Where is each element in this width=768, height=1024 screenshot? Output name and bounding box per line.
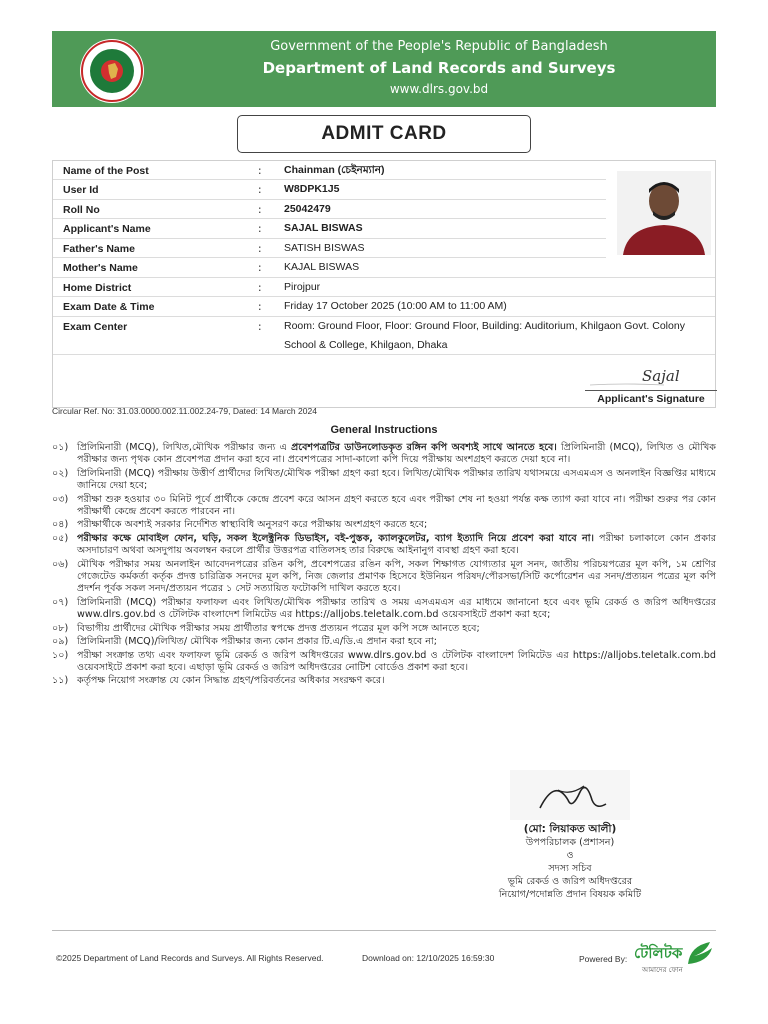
detail-label: Applicant's Name [63,223,151,235]
instruction-item [52,675,716,687]
detail-colon: : [258,321,262,333]
detail-label: User Id [63,184,99,196]
teletalk-brand-name: টেলিটক [634,944,683,962]
header-text [162,37,716,99]
instruction-text: কর্তৃপক্ষ নিয়োগ সংক্রান্ত যে কোন সিদ্ধান্ত গ্রহণ/পরিবর্তনের অধিকার সংরক্ষণ করে। [77,675,385,687]
detail-label: Name of the Post [63,165,149,177]
department-website: www.dlrs.gov.bd [389,82,489,96]
government-seal-logo [80,39,144,103]
signer-designation-2: সদস্য সচিব [548,863,592,874]
authority-signature-block [440,770,700,901]
instruction-item [52,623,716,635]
instruction-number: ০৩) [52,493,69,505]
instruction-item [52,559,716,596]
instruction-number: ০১) [52,442,69,453]
instruction-number: ০৫) [52,532,69,544]
detail-value: 25042479 [284,203,331,215]
applicant-signature-label: Applicant's Signature [585,390,717,408]
detail-colon: : [258,223,262,235]
signer-conjunction: ও [566,850,574,861]
teletalk-logo [634,938,718,978]
instruction-item [52,533,716,558]
detail-colon: : [258,165,262,177]
detail-label: Roll No [63,204,100,216]
detail-colon: : [258,204,262,216]
header-banner [52,31,716,107]
instruction-number: ০৭) [52,596,69,608]
authority-signature-image [510,770,630,820]
detail-colon: : [258,301,262,313]
instruction-text: পরীক্ষার্থীকে অবশ্যই সরকার নির্দেশিত স্বাস্থ্যবিধি অনুসরণ করে পরীক্ষায় অংশগ্রহণ করতে হবে; [77,519,428,531]
signer-office: ভূমি রেকর্ড ও জরিপ অধিদপ্তরের [507,876,633,887]
instruction-item [52,636,716,648]
detail-colon: : [258,282,262,294]
detail-row-applicant-name [53,219,606,239]
government-name: Government of the People's Republic of Bangladesh [270,39,608,54]
detail-label: Home District [63,282,132,294]
detail-row-home-district [53,278,715,297]
department-name: Department of Land Records and Surveys [262,59,616,77]
detail-label: Exam Center [63,321,128,333]
detail-label: Mother's Name [63,262,138,274]
instruction-text: প্রিলিমিনারী (MCQ)/লিখিত/ মৌখিক পরীক্ষার জন্য কোন প্রকার টি.এ/ডি.এ প্রদান করা হবে না; [77,636,437,648]
instruction-item [52,494,716,519]
teletalk-leaf-icon [684,938,716,968]
footer-powered-by: Powered By: [579,954,628,964]
instruction-number: ১১) [52,675,69,687]
signer-committee: নিয়োগ/পদোন্নতি প্রদান বিষয়ক কমিটি [498,889,642,900]
detail-row-roll-no [53,200,606,219]
instruction-number: ০৪) [52,519,69,531]
detail-colon: : [258,243,262,255]
detail-row-exam-date-time [53,297,715,317]
instruction-text: মৌখিক পরীক্ষার সময় অনলাইন আবেদনপত্রের রঙিন কপি, প্রবেশপত্রের রঙিন কপি, সকল শিক্ষাগত যোগ্যতার মূল সনদ, জাতীয় পরিচয়পত্রের মূল কপি, ১ম শ্রেণির গেজেটেড কর্মকর্তা কর্তৃক প্রদত্ত চারিত্রিক সনদের মূল কপি, নিজ জেলার প্রমাণক হিসেবে ইউনিয়ন পরিষদ/পৌরসভা/সিটি কর্পোরেশন এর সনদ/প্রত্যয়ন পত্রের মূল কপি প্রদর্শন পূর্বক সকল সনদ/প্রত্যয়ন পত্রের ১ সেট সত্যায়িত ফটোকপি দাখিল করতে হবে। [77,558,716,595]
detail-value: W8DPK1J5 [284,183,340,195]
instruction-text: প্রিলিমিনারী (MCQ) পরীক্ষার ফলাফল এবং লিখিত/মৌখিক পরীক্ষার তারিখ ও সময় এসএমএস এর মাধ্যমে জানানো হবে এবং ভূমি রেকর্ড ও জরিপ অধিদপ্তরের www.dlrs.gov.bd ও টেলিটক বাংলাদেশ লিমিটেড এর https://alljobs.teletalk.com.bd ওয়েবসাইটে প্রকাশ করা হবে; [77,596,716,621]
signature-text: Sajal [642,367,680,385]
detail-label: Exam Date & Time [63,301,155,313]
instruction-text: প্রিলিমিনারী (MCQ), লিখিত,মৌখিক পরীক্ষার জন্য এ প্রবেশপত্রটির ডাউনলোডকৃত রঙ্গিন কপি অবশ্যই সাথে আনতে হবে। প্রিলিমিনারী (MCQ), লিখিত ও মৌখিক পরীক্ষার জন্য পৃথক কোন প্রবেশপত্র প্রদান করা হবে না। প্রবেশপত্রের সাদা-কালো কপি দিয়ে পরীক্ষায় অংশগ্রহণ করতে দেয়া হবে না। [77,442,716,466]
instruction-number: ০৬) [52,558,69,570]
instruction-item [52,597,716,622]
detail-value: KAJAL BISWAS [284,261,360,273]
detail-row-mother-name [53,258,715,278]
instruction-item [52,442,716,467]
detail-colon: : [258,262,262,274]
instruction-number: ০২) [52,467,69,479]
footer-divider [52,930,716,931]
instructions-list [52,442,716,689]
detail-row-father-name [53,239,606,258]
detail-row-user-id [53,180,606,200]
detail-row-post [53,161,606,180]
detail-value: SAJAL BISWAS [284,222,363,234]
footer-download-timestamp: Download on: 12/10/2025 16:59:30 [362,953,495,963]
instruction-number: ০৮) [52,622,69,634]
detail-value: Room: Ground Floor, Floor: Ground Floor, Building: Auditorium, Khilgaon Govt. Colony School & College, Khilgaon, Dhaka [284,320,685,351]
teletalk-tagline: আমাদের ফোন [642,966,683,974]
instruction-number: ১০) [52,649,69,661]
applicant-info-panel [52,160,716,408]
detail-value: Chainman (চেইনম্যান) [284,164,385,176]
instruction-item [52,519,716,531]
instructions-heading: General Instructions [330,424,438,436]
detail-colon: : [258,184,262,196]
instruction-text: প্রিলিমিনারী (MCQ) পরীক্ষায় উত্তীর্ণ প্রার্থীদের লিখিত/মৌখিক পরীক্ষা গ্রহণ করা হবে। লিখিত/মৌখিক পরীক্ষার তারিখ যথাসময়ে এসএমএস ও অনলাইন বিজ্ঞপ্তির মাধ্যমে জানিয়ে দেয়া হবে; [77,467,716,492]
instruction-text: পরীক্ষা সংক্রান্ত তথ্য এবং ফলাফল ভূমি রেকর্ড ও জরিপ অধিদপ্তরের www.dlrs.gov.bd ও টেলিটক বাংলাদেশ লিমিটেড এর https://alljobs.teletalk.com.bd ওয়েবসাইটে প্রকাশ করা হবে। এছাড়া ভূমি রেকর্ড ও জরিপ অধিদপ্তরের নোটিশ বোর্ডেও প্রকাশ করা হবে। [77,649,716,673]
footer-copyright: ©2025 Department of Land Records and Surveys. All Rights Reserved. [56,953,324,963]
detail-value: Friday 17 October 2025 (10:00 AM to 11:00 AM) [284,300,507,312]
detail-label: Father's Name [63,243,135,255]
circular-reference: Circular Ref. No: 31.03.0000.002.11.002.24-79, Dated: 14 March 2024 [52,406,317,416]
instruction-text: বিভাগীয় প্রার্থীদের মৌখিক পরীক্ষার সময় প্রার্থীতার স্বপক্ষে প্রদত্ত প্রত্যয়ন পত্রের মূল কপি সঙ্গে আনতে হবে; [77,622,480,634]
instruction-item [52,468,716,493]
detail-value: Pirojpur [284,281,321,293]
instruction-number: ০৯) [52,636,69,648]
detail-row-exam-center [53,317,715,355]
instruction-text: পরীক্ষা শুরু হওয়ার ৩০ মিনিট পূর্বে প্রার্থীকে কেন্দ্রে প্রবেশ করে আসন গ্রহণ করতে হবে এবং পরীক্ষা শেষ না হওয়া পর্যন্ত কক্ষ ত্যাগ করা যাবে না। পরীক্ষা শুরুর পর কোন পরীক্ষার্থী কেন্দ্রে প্রবেশ করতে পারবেন না। [77,493,716,518]
instruction-item [52,650,716,675]
signer-designation: উপপরিচালক (প্রশাসন) [525,837,615,848]
admit-card-title: ADMIT CARD [237,115,531,153]
signer-name: (মো: লিয়াকত আলী) [523,823,617,835]
instruction-text: পরীক্ষার কক্ষে মোবাইল ফোন, ঘড়ি, সকল ইলেক্ট্রনিক ডিভাইস, বই-পুস্তক, ক্যালকুলেটর, ব্যাগ ইত্যাদি নিয়ে প্রবেশ করা যাবে না। পরীক্ষা চলাকালে কোন প্রকার অসদাচারণ অথবা অসদুপায় অবলম্বন করলে প্রার্থীর উত্তরপত্র বাতিলসহ তার বিরুদ্ধে আইনানুগ ব্যবস্থা গ্রহণ করা হবে। [77,532,716,557]
applicant-signature-image [584,359,704,391]
detail-value: SATISH BISWAS [284,242,365,254]
applicant-photo [617,171,711,255]
